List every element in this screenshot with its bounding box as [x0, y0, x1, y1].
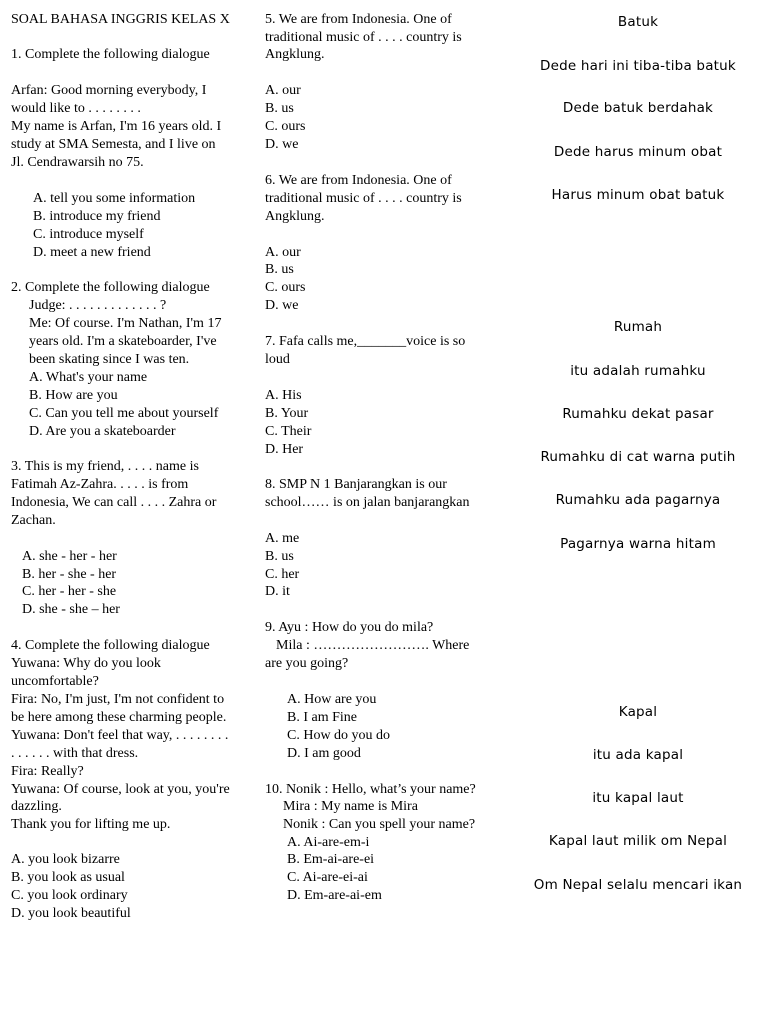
answer-option: C. her [265, 567, 300, 582]
practice-sentence: itu adalah rumahku [570, 363, 706, 379]
text-line: Thank you for lifting me up. [11, 817, 171, 832]
answer-option: B. you look as usual [11, 870, 125, 885]
answer-option: B. Em-ai-are-ei [287, 852, 375, 867]
question-1-prompt: 1. Complete the following dialogue [11, 47, 210, 62]
text-line: traditional music of . . . . country is [265, 30, 462, 45]
question-3-prompt: 3. This is my friend, . . . . name is [11, 459, 199, 474]
answer-option: A. you look bizarre [11, 852, 120, 867]
answer-option: C. introduce myself [33, 227, 144, 242]
text-line: Fira: Really? [11, 764, 84, 779]
answer-option: C. How do you do [287, 728, 391, 743]
answer-option: D. Em-are-ai-em [287, 888, 382, 903]
text-line: Yuwana: Why do you look [11, 656, 161, 671]
text-line: Fatimah Az-Zahra. . . . . is from [11, 477, 189, 492]
practice-sentence: Kapal laut milik om Nepal [548, 833, 728, 849]
practice-sentence: itu kapal laut [592, 790, 684, 806]
answer-option: D. we [265, 137, 299, 152]
answer-option: B. introduce my friend [33, 209, 161, 224]
practice-sentence: Rumahku dekat pasar [562, 406, 714, 422]
text-line: study at SMA Semesta, and I live on [11, 137, 216, 152]
answer-option: B. Your [265, 406, 309, 421]
question-6-prompt: 6. We are from Indonesia. One of [265, 173, 452, 188]
practice-sentence: Pagarnya warna hitam [560, 536, 716, 552]
answer-option: C. Their [265, 424, 312, 439]
practice-sentence: Dede batuk berdahak [562, 100, 714, 116]
text-line: Jl. Cendrawarsih no 75. [11, 155, 144, 170]
answer-option: C. you look ordinary [11, 888, 128, 903]
answer-option: A. What's your name [29, 370, 148, 385]
text-line: Nonik : Can you spell your name? [283, 817, 476, 832]
text-line: Fira: No, I'm just, I'm not confident to [11, 692, 225, 707]
answer-option: A. tell you some information [33, 191, 196, 206]
answer-option: B. us [265, 262, 294, 277]
text-line: traditional music of . . . . country is [265, 191, 462, 206]
answer-option: C. Can you tell me about yourself [29, 406, 219, 421]
practice-sentence: Rumahku ada pagarnya [555, 492, 721, 508]
answer-option: D. Her [265, 442, 304, 457]
answer-option: C. ours [265, 280, 306, 295]
text-line: be here among these charming people. [11, 710, 227, 725]
answer-option: B. I am Fine [287, 710, 357, 725]
question-2-prompt: 2. Complete the following dialogue [11, 280, 210, 295]
text-line: been skating since I was ten. [29, 352, 190, 367]
text-line: would like to . . . . . . . . [11, 101, 141, 116]
text-line: Mira : My name is Mira [283, 799, 418, 814]
answer-option: D. Are you a skateboarder [29, 424, 176, 439]
answer-option: D. meet a new friend [33, 245, 151, 260]
answer-option: A. she - her - her [22, 549, 117, 564]
answer-option: A. His [265, 388, 302, 403]
answer-option: B. us [265, 101, 294, 116]
practice-heading-rumah: Rumah [613, 319, 663, 335]
answer-option: C. Ai-are-ei-ai [287, 870, 368, 885]
text-line: Judge: . . . . . . . . . . . . . ? [29, 298, 167, 313]
document-title: SOAL BAHASA INGGRIS KELAS X [11, 12, 230, 27]
practice-sentence: Rumahku di cat warna putih [540, 449, 736, 465]
answer-option: D. she - she – her [22, 602, 120, 617]
practice-sentence: Dede hari ini tiba-tiba batuk [540, 58, 736, 74]
text-line: dazzling. [11, 799, 62, 814]
text-line: Zachan. [11, 513, 56, 528]
answer-option: D. you look beautiful [11, 906, 131, 921]
text-line: school…… is on jalan banjarangkan [265, 495, 470, 510]
answer-option: B. How are you [29, 388, 118, 403]
text-line: Angklung. [265, 47, 325, 62]
practice-sentence: Om Nepal selalu mencari ikan [533, 877, 743, 893]
answer-option: D. it [265, 584, 290, 599]
text-line: Me: Of course. I'm Nathan, I'm 17 [29, 316, 222, 331]
practice-heading-kapal: Kapal [618, 704, 658, 720]
answer-option: A. our [265, 83, 301, 98]
question-5-prompt: 5. We are from Indonesia. One of [265, 12, 452, 27]
answer-option: D. I am good [287, 746, 361, 761]
practice-sentence: itu ada kapal [592, 747, 684, 763]
question-8-prompt: 8. SMP N 1 Banjarangkan is our [265, 477, 447, 492]
answer-option: A. our [265, 245, 301, 260]
answer-option: B. us [265, 549, 294, 564]
answer-option: A. Ai-are-em-i [287, 835, 370, 850]
text-line: are you going? [265, 656, 349, 671]
text-line: Yuwana: Of course, look at you, you're [11, 782, 230, 797]
answer-option: B. her - she - her [22, 567, 117, 582]
practice-sentence: Harus minum obat batuk [551, 187, 725, 203]
question-10-prompt: 10. Nonik : Hello, what’s your name? [265, 782, 476, 797]
text-line: Mila : ……………………. Where [276, 638, 470, 653]
text-line: uncomfortable? [11, 674, 99, 689]
text-line: Indonesia, We can call . . . . Zahra or [11, 495, 217, 510]
practice-heading-batuk: Batuk [617, 14, 659, 30]
question-9-prompt: 9. Ayu : How do you do mila? [265, 620, 434, 635]
text-line: My name is Arfan, I'm 16 years old. I [11, 119, 222, 134]
practice-sentence: Dede harus minum obat [553, 144, 723, 160]
answer-option: C. ours [265, 119, 306, 134]
text-line: loud [265, 352, 290, 367]
answer-option: C. her - her - she [22, 584, 117, 599]
text-line: Yuwana: Don't feel that way, . . . . . . . . [11, 728, 229, 743]
text-line: years old. I'm a skateboarder, I've [29, 334, 217, 349]
text-line: Arfan: Good morning everybody, I [11, 83, 207, 98]
text-line: . . . . . . with that dress. [11, 746, 139, 761]
question-4-prompt: 4. Complete the following dialogue [11, 638, 210, 653]
text-line: Angklung. [265, 209, 325, 224]
answer-option: D. we [265, 298, 299, 313]
question-7-prompt: 7. Fafa calls me,_______voice is so [265, 334, 466, 349]
answer-option: A. How are you [287, 692, 377, 707]
answer-option: A. me [265, 531, 300, 546]
